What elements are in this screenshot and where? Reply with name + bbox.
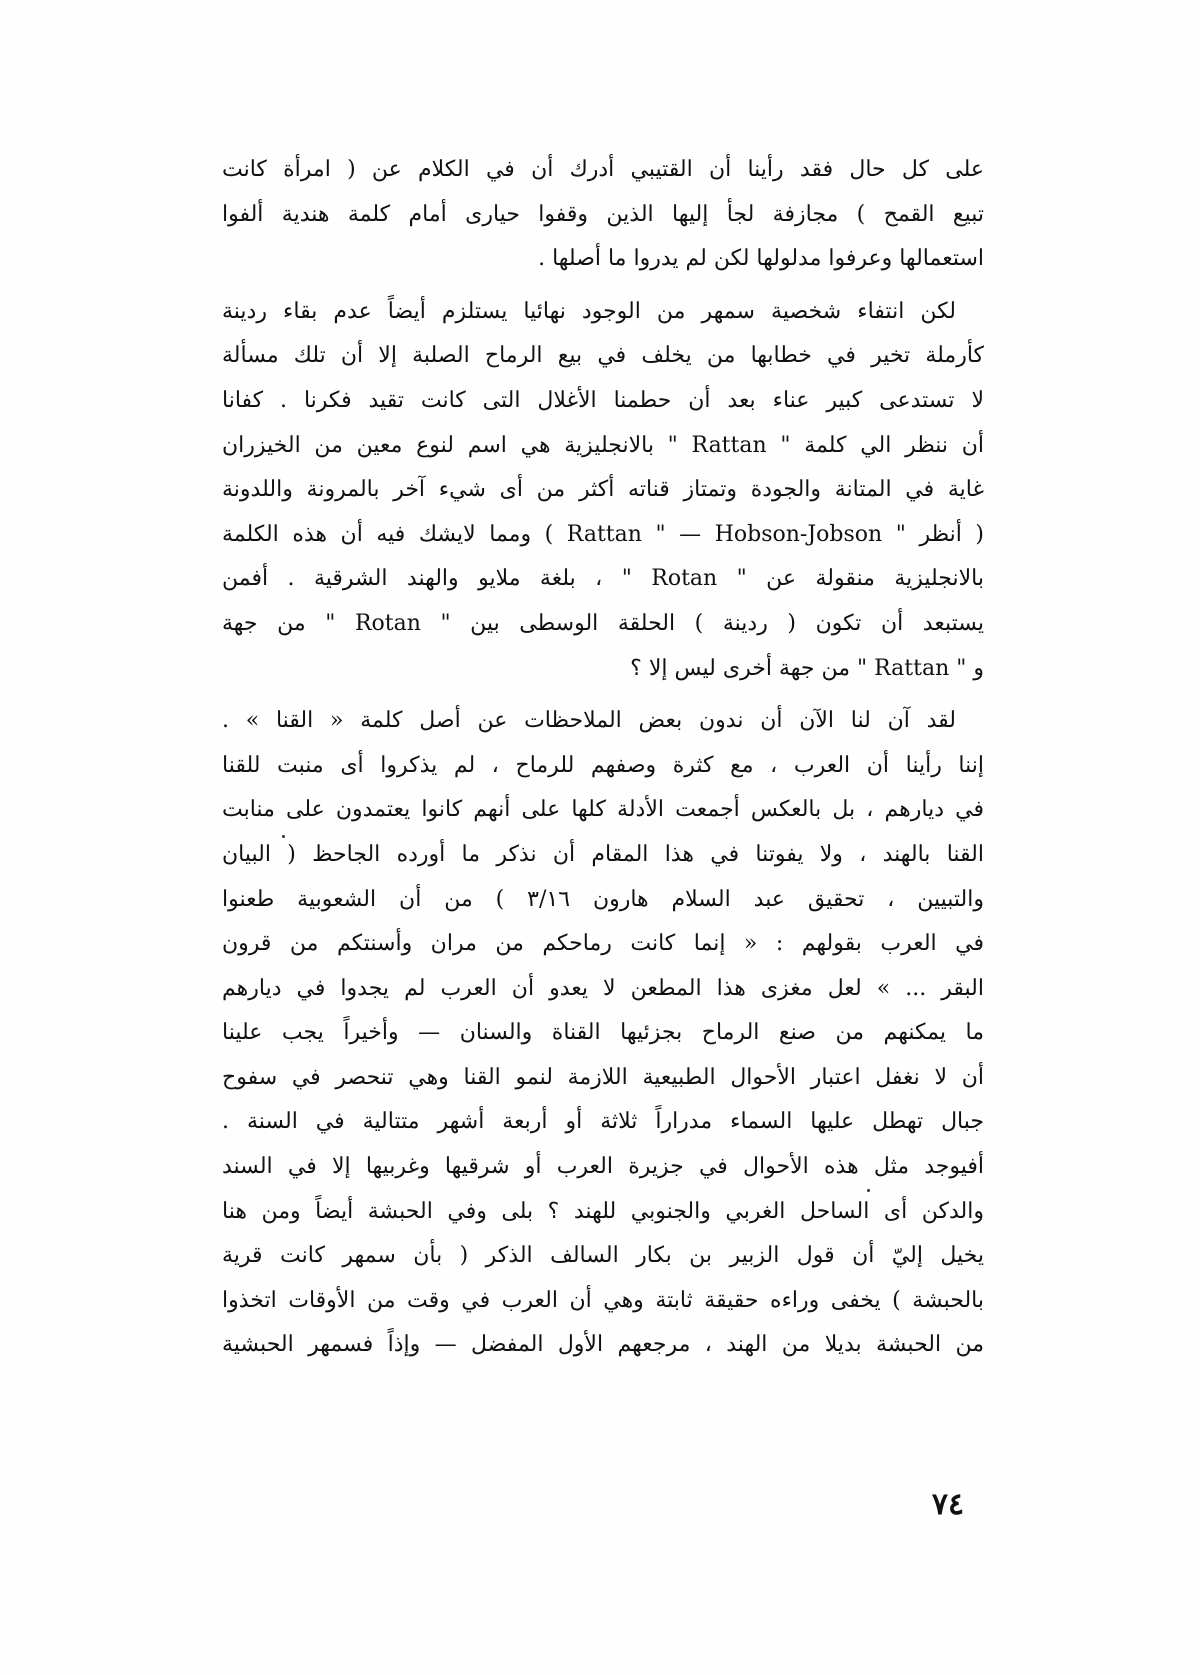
text-line: في ديارهم ، بل بالعكس أجمعت الأدلة كلها على أنهم كانوا يعتمدون على منابت [222,797,984,823]
text-line: يستبعد أن تكون ( ردينة ) الحلقة الوسطى بين " Rotan " من جهة [222,610,984,636]
body-text [222,148,984,1368]
text-line: في العرب بقولهم : « إنما كانت رماحكم من مران وأسنتكم من قرون [222,931,984,957]
text-line: جبال تهطل عليها السماء مدراراً ثلاثة أو أربعة أشهر متتالية في السنة . [222,1109,984,1135]
text-line: يخيل إليّ أن قول الزبير بن بكار السالف الذكر ( بأن سمهر كانت قرية [222,1243,984,1269]
print-speck [867,1189,870,1192]
text-line: أن لا نغفل اعتبار الأحوال الطبيعية اللازمة لنمو القنا وهي تنحصر في سفوح [222,1064,984,1090]
text-line: و " Rattan " من جهة أخرى ليس إلا ؟ [630,655,984,681]
text-line: والتبيين ، تحقيق عبد السلام هارون ٣/١٦ ) من أن الشعوبية طعنوا [222,886,984,912]
paragraph-3 [222,699,984,1368]
text-line: ما يمكنهم من صنع الرماح بجزئيها القناة والسنان — وأخيراً يجب علينا [222,1020,984,1046]
text-line: لكن انتفاء شخصية سمهر من الوجود نهائيا يستلزم أيضاً عدم بقاء ردينة [222,298,956,324]
text-line: أن ننظر الي كلمة " Rattan " بالانجليزية هي اسم لنوع معين من الخيزران [222,432,984,458]
text-line: كأرملة تخير في خطابها من يخلف في بيع الرماح الصلبة إلا أن تلك مسألة [222,343,984,369]
text-line: ( أنظر " Rattan " — Hobson-Jobson ) ومما لايشك فيه أن هذه الكلمة [222,521,984,547]
text-line: البقر ... » لعل مغزى هذا المطعن لا يعدو أن العرب لم يجدوا في ديارهم [222,975,984,1001]
print-speck [282,835,285,838]
text-line: بالانجليزية منقولة عن " Rotan " ، بلغة ملايو والهند الشرقية . أفمن [222,566,985,592]
text-line: لقد آن لنا الآن أن ندون بعض الملاحظات عن أصل كلمة « القنا » . [222,708,956,734]
text-line: أفيوجد مثل هذه الأحوال في جزيرة العرب أو شرقيها وغربيها إلا في السند [222,1154,984,1180]
text-line: تبيع القمح ) مجازفة لجأ إليها الذين وقفوا حيارى أمام كلمة هندية ألفوا [222,201,984,227]
paragraph-1 [222,148,984,282]
text-line: القنا بالهند ، ولا يفوتنا في هذا المقام أن نذكر ما أورده الجاحظ ( البيان [222,841,984,867]
text-line: على كل حال فقد رأينا أن القتيبي أدرك أن في الكلام عن ( امرأة كانت [222,157,984,182]
text-line: من الحبشة بديلا من الهند ، مرجعهم الأول المفضل — وإذاً فسمهر الحبشية [222,1332,984,1358]
paragraph-2 [222,290,984,691]
text-line: غاية في المتانة والجودة وتمتاز قناته أكثر من أى شيء آخر بالمرونة واللدونة [222,477,984,503]
page-number: ٧٤ [931,1487,965,1522]
text-line: بالحبشة ) يخفى وراءه حقيقة ثابتة وهي أن العرب في وقت من الأوقات اتخذوا [222,1287,984,1313]
text-line: استعمالها وعرفوا مدلولها لكن لم يدروا ما أصلها . [538,246,984,272]
text-line: إننا رأينا أن العرب ، مع كثرة وصفهم للرماح ، لم يذكروا أى منبت للقنا [222,752,984,778]
text-line: لا تستدعى كبير عناء بعد أن حطمنا الأغلال التى كانت تقيد فكرنا . كفانا [222,387,984,413]
text-line: والدكن أى الساحل الغربي والجنوبي للهند ؟ بلى وفي الحبشة أيضاً ومن هنا [222,1198,984,1224]
